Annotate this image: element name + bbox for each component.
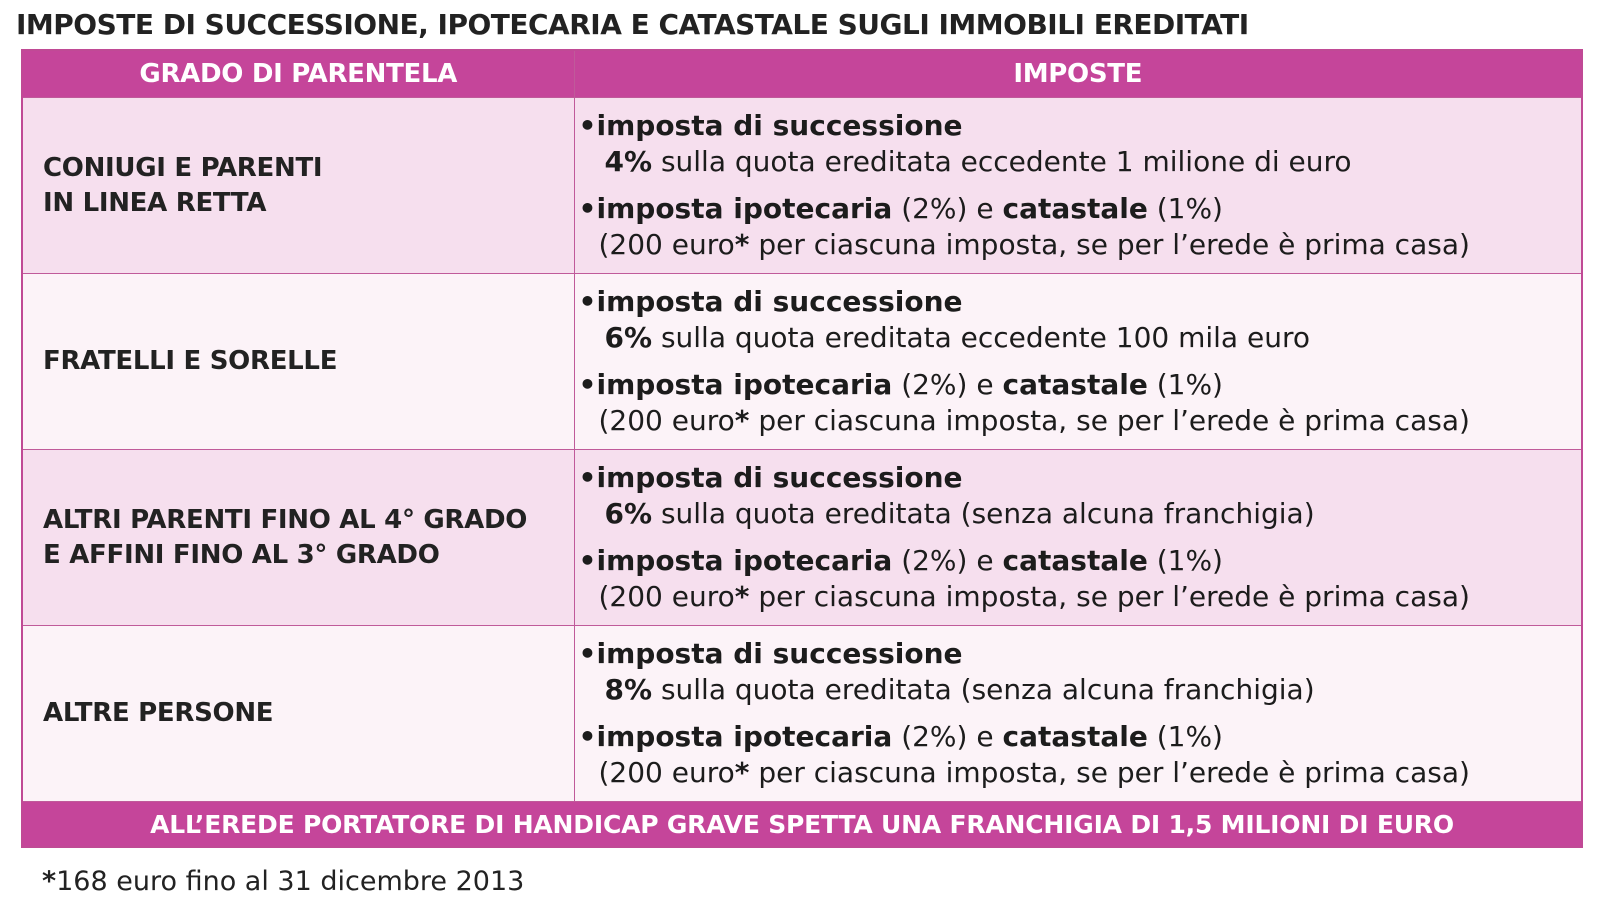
prima-casa-a: (200 euro: [598, 580, 735, 613]
ipotecaria-rate: (2%) e: [892, 720, 1003, 753]
catastale-rate: (1%): [1147, 720, 1223, 753]
header-taxes: IMPOSTE: [574, 50, 1582, 98]
succession-desc: sulla quota ereditata (senza alcuna franchigia): [652, 673, 1315, 706]
asterisk: *: [734, 228, 750, 261]
table-row: [22, 626, 1582, 802]
catastale-rate: (1%): [1147, 368, 1223, 401]
page-title: IMPOSTE DI SUCCESSIONE, IPOTECARIA E CATASTALE SUGLI IMMOBILI EREDITATI: [16, 8, 1249, 41]
grade-cell: [22, 626, 574, 802]
catastale-label: catastale: [1002, 544, 1148, 577]
table-row: [22, 274, 1582, 450]
table-row: [22, 450, 1582, 626]
tax-cell: [574, 274, 1582, 450]
handicap-note: ALL’EREDE PORTATORE DI HANDICAP GRAVE SPETTA UNA FRANCHIGIA DI 1,5 MILIONI DI EURO: [22, 802, 1582, 848]
table-header-row: [22, 50, 1582, 98]
prima-casa-a: (200 euro: [598, 404, 735, 437]
prima-casa-a: (200 euro: [598, 228, 735, 261]
prima-casa-b: per ciascuna imposta, se per l’erede è prima casa): [749, 404, 1470, 437]
prima-casa-a: (200 euro: [598, 756, 735, 789]
catastale-rate: (1%): [1147, 544, 1223, 577]
footnote-text: 168 euro fino al 31 dicembre 2013: [56, 866, 525, 897]
footnote: [42, 866, 524, 897]
grade-line: FRATELLI E SORELLE: [43, 346, 338, 376]
ipotecaria-rate: (2%) e: [892, 544, 1003, 577]
succession-label: imposta di successione: [596, 461, 963, 494]
succession-label: imposta di successione: [596, 109, 963, 142]
ipotecaria-label: imposta ipotecaria: [596, 544, 893, 577]
bullet-icon: •: [578, 544, 597, 577]
tax-table: [21, 49, 1583, 848]
header-grade: GRADO DI PARENTELA: [22, 50, 574, 98]
catastale-label: catastale: [1002, 720, 1148, 753]
tax-cell: [574, 626, 1582, 802]
ipotecaria-label: imposta ipotecaria: [596, 720, 893, 753]
bullet-icon: •: [578, 720, 597, 753]
asterisk: *: [734, 404, 750, 437]
grade-cell: [22, 98, 574, 274]
ipotecaria-rate: (2%) e: [892, 192, 1003, 225]
succession-desc: sulla quota ereditata eccedente 1 milione di euro: [652, 145, 1352, 178]
bullet-icon: •: [578, 368, 597, 401]
succession-desc: sulla quota ereditata eccedente 100 mila euro: [652, 321, 1310, 354]
catastale-label: catastale: [1002, 192, 1148, 225]
bullet-icon: •: [578, 109, 597, 142]
tax-cell: [574, 98, 1582, 274]
prima-casa-b: per ciascuna imposta, se per l’erede è prima casa): [749, 228, 1470, 261]
prima-casa-b: per ciascuna imposta, se per l’erede è prima casa): [749, 580, 1470, 613]
ipotecaria-label: imposta ipotecaria: [596, 192, 893, 225]
grade-cell: [22, 450, 574, 626]
succession-rate: 4%: [604, 145, 653, 178]
grade-line: E AFFINI FINO AL 3° GRADO: [43, 539, 440, 570]
grade-line: ALTRE PERSONE: [43, 698, 274, 728]
succession-label: imposta di successione: [596, 637, 963, 670]
bullet-icon: •: [578, 637, 597, 670]
table-footer-row: [22, 802, 1582, 848]
footnote-asterisk: *: [42, 866, 57, 897]
succession-desc: sulla quota ereditata (senza alcuna franchigia): [652, 497, 1315, 530]
grade-cell: [22, 274, 574, 450]
table-row: [22, 98, 1582, 274]
ipotecaria-rate: (2%) e: [892, 368, 1003, 401]
grade-line: ALTRI PARENTI FINO AL 4° GRADO: [43, 504, 528, 535]
asterisk: *: [734, 756, 750, 789]
succession-label: imposta di successione: [596, 285, 963, 318]
succession-rate: 6%: [604, 497, 653, 530]
ipotecaria-label: imposta ipotecaria: [596, 368, 893, 401]
succession-rate: 8%: [604, 673, 653, 706]
bullet-icon: •: [578, 461, 597, 494]
grade-line: IN LINEA RETTA: [43, 187, 267, 218]
grade-line: CONIUGI E PARENTI: [43, 152, 323, 183]
bullet-icon: •: [578, 285, 597, 318]
tax-cell: [574, 450, 1582, 626]
catastale-rate: (1%): [1147, 192, 1223, 225]
bullet-icon: •: [578, 192, 597, 225]
succession-rate: 6%: [604, 321, 653, 354]
asterisk: *: [734, 580, 750, 613]
catastale-label: catastale: [1002, 368, 1148, 401]
prima-casa-b: per ciascuna imposta, se per l’erede è prima casa): [749, 756, 1470, 789]
